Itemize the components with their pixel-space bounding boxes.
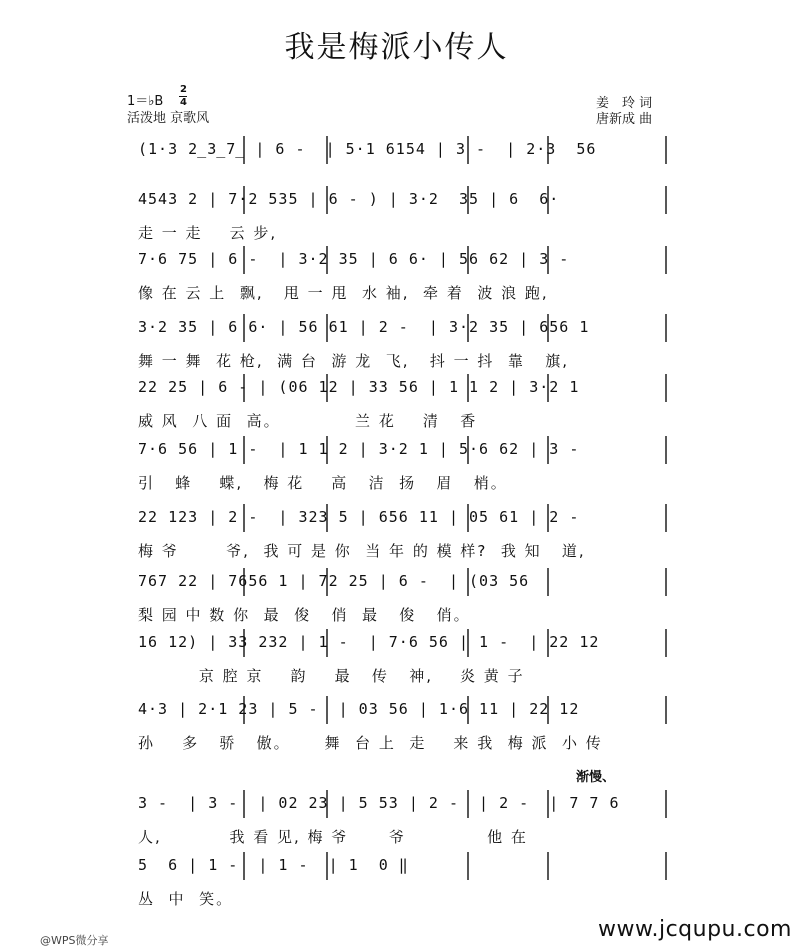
jianpu-notes: 3·2 35 | 6 6· | 56 61 | 2 - | 3·2 35 | 656 1	[138, 318, 590, 336]
lyric-line: 孙 多 骄 傲。 舞 台 上 走 来 我 梅 派 小 传	[138, 734, 603, 752]
lyric-line: 丛 中 笑。	[138, 890, 234, 908]
jianpu-notes: 7·6 75 | 6 - | 3·2 35 | 6 6· | 56 62 | 3 -	[138, 250, 570, 268]
jianpu-notes: 4543 2 | 7·2 535 | 6 - ) | 3·2 35 | 6 6·	[138, 190, 560, 208]
tempo-style: 活泼地 京歌风	[127, 111, 210, 126]
jianpu-notes: 5 6 | 1 - | 1 - | 1 0 ‖	[138, 856, 409, 874]
jianpu-notes: (1·3 2̲3̲7̲ | 6 - | 5·1 6154 | 3 - | 2·3 56	[138, 140, 597, 158]
site-watermark: www.jcqupu.com	[598, 917, 792, 942]
lyric-line: 梨 园 中 数 你 最 俊 俏 最 俊 俏。	[138, 606, 471, 624]
jianpu-notes: 4·3 | 2·1 23 | 5 - | 03 56 | 1·6 11 | 22 12	[138, 700, 580, 718]
lyric-line: 舞 一 舞 花 枪, 满 台 游 龙 飞, 抖 一 抖 靠 旗,	[138, 352, 569, 370]
lyric-line: 像 在 云 上 飘, 甩 一 甩 水 袖, 牵 着 波 浪 跑,	[138, 284, 549, 302]
time-signature-bottom: 4	[180, 97, 187, 108]
composer-credit: 唐新成 曲	[596, 112, 653, 127]
jianpu-notes: 767 22 | 7656 1 | 72 25 | 6 - | (03 56	[138, 572, 530, 590]
lyric-line: 威 风 八 面 高。 兰 花 清 香	[138, 412, 478, 430]
jianpu-notes: 22 123 | 2 - | 323 5 | 656 11 | 05 61 | 2 -	[138, 508, 580, 526]
lyric-line: 引 蜂 蝶, 梅 花 高 洁 扬 眉 梢。	[138, 474, 508, 492]
time-signature-top: 2	[180, 84, 187, 95]
lyricist-credit: 姜 玲 词	[596, 96, 653, 111]
jianpu-notes: 22 25 | 6 - | (06 12 | 33 56 | 1 1 2 | 3·2 1	[138, 378, 580, 396]
lyric-line: 梅 爷 爷, 我 可 是 你 当 年 的 模 样? 我 知 道,	[138, 542, 586, 560]
tempo-marking: 渐慢、	[576, 770, 616, 785]
jianpu-notes: 16 12) | 33 232 | 1 - | 7·6 56 | 1 - | 22 12	[138, 633, 600, 651]
lyric-line: 人, 我 看 见, 梅 爷 爷 他 在	[138, 828, 528, 846]
lyric-line: 京 腔 京 韵 最 传 神, 炎 黄 子	[138, 667, 525, 685]
source-tag: @WPS微分享	[40, 934, 109, 947]
jianpu-notes: 3 - | 3 - | 02 23 | 5 53 | 2 - | 2 - | 7 7 6	[138, 794, 620, 812]
lyric-line: 走 一 走 云 步,	[138, 224, 278, 242]
jianpu-notes: 7·6 56 | 1 - | 1 1 2 | 3·2 1 | 5·6 62 | 3 -	[138, 440, 580, 458]
song-title: 我是梅派小传人	[284, 30, 509, 65]
key-signature: 1＝♭B	[127, 94, 164, 109]
